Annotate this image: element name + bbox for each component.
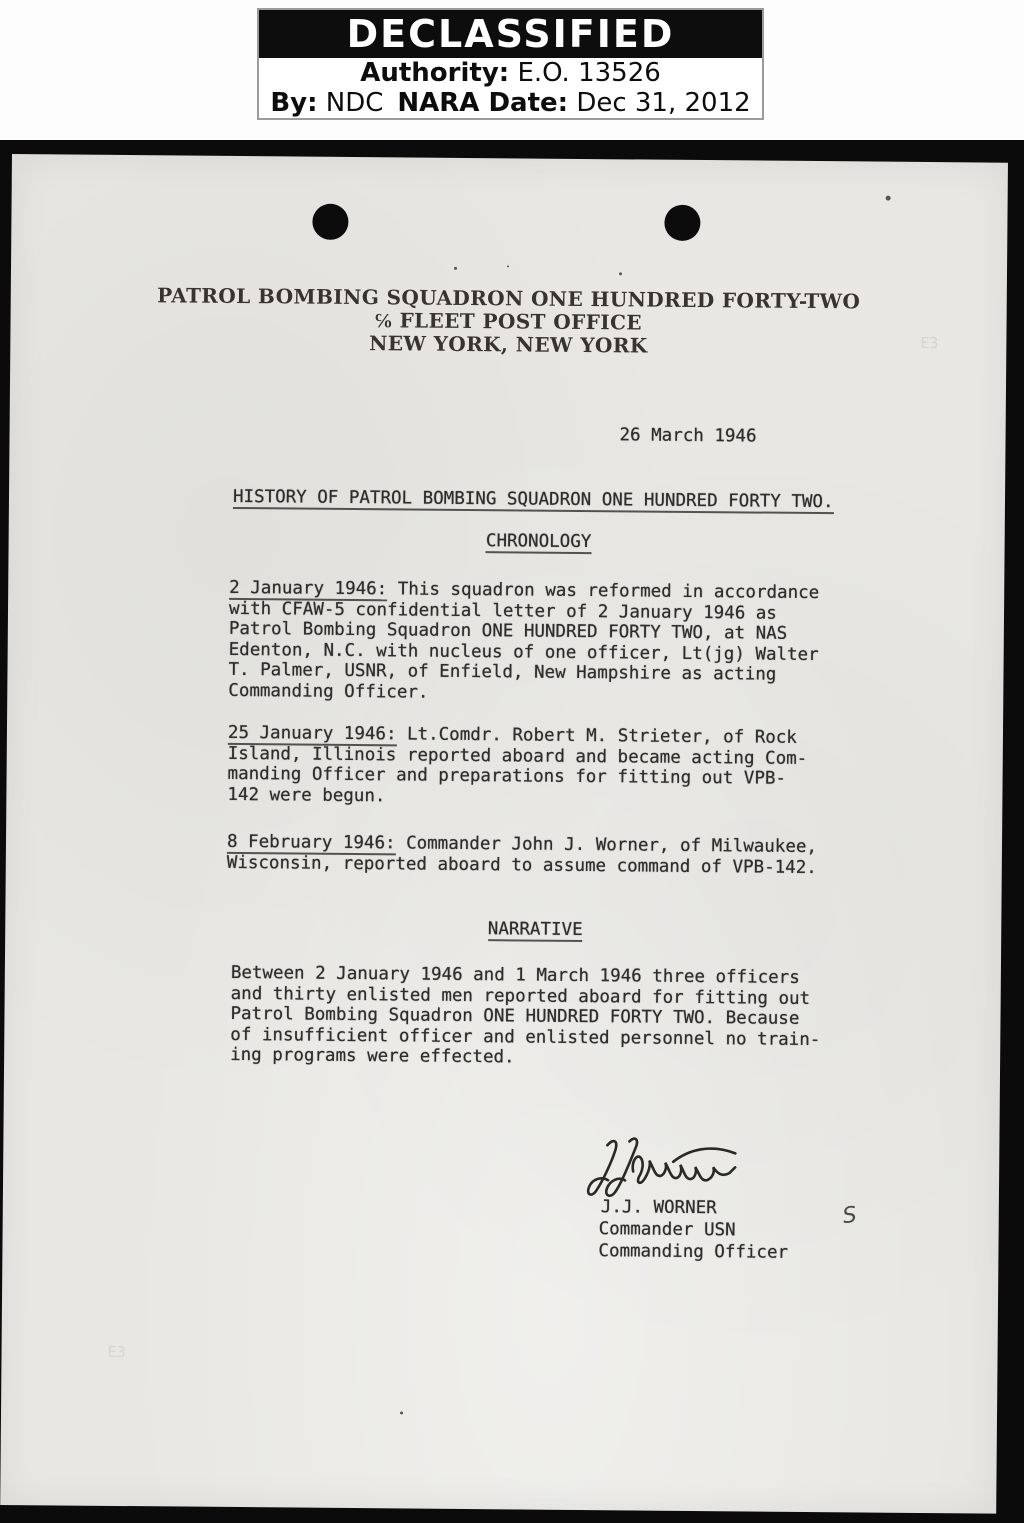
chronology-heading: [233, 529, 845, 555]
nara-date-label: NARA Date:: [397, 88, 569, 118]
faint-archive-mark: E3: [920, 333, 939, 353]
chronology-heading-text: CHRONOLOGY: [485, 531, 592, 553]
authority-value: E.O. 13526: [517, 58, 661, 88]
entry-text: This squadron was reformed in accordance with CFAW-5 confidential letter of 2 January 1946 as Patrol Bombing Squadron ONE HUNDRED FORTY TWO, at NAS Edenton, N.C. with nucleus of one officer, Lt(jg) Walter T. Palmer, USNR, of Enfield, New Hampshire as acting Commanding Officer.: [228, 579, 820, 703]
dust-speck: [619, 272, 622, 275]
punch-hole-left: [312, 204, 348, 240]
entry-text: Commander John J. Worner, of Milwaukee, Wisconsin, reported aboard to assume command of VPB-142.: [226, 833, 818, 878]
punch-hole-right: [664, 205, 700, 241]
dust-speck: [507, 265, 509, 267]
declassified-banner: DECLASSIFIED: [259, 10, 762, 58]
narrative-paragraph: Between 2 January 1946 and 1 March 1946 three officers and thirty enlisted men reported aboard for fitting out Patrol Bombing Squadron ONE HUNDRED FORTY TWO. Because of insufficient officer and enlisted personnel no train- ing programs were effected.: [230, 962, 821, 1068]
handwritten-signature: [583, 1135, 744, 1204]
by-value: NDC: [325, 88, 384, 118]
faint-archive-mark: E3: [107, 1342, 126, 1362]
declassified-stamp: [257, 8, 764, 120]
signatory-title: Commanding Officer: [598, 1241, 789, 1263]
authority-label: Authority:: [360, 58, 510, 88]
letterhead-fpo: ℅ FLEET POST OFFICE: [374, 308, 643, 335]
entry-date: 8 February 1946:: [226, 831, 396, 854]
chronology-entry: [227, 723, 840, 810]
chronology-entry: [228, 578, 841, 706]
dust-speck: [454, 267, 457, 270]
entry-date: 25 January 1946:: [227, 722, 397, 745]
document-title: [233, 487, 834, 513]
by-label: By:: [270, 88, 318, 118]
chronology-entry: [227, 832, 839, 878]
document-date: 26 March 1946: [619, 425, 757, 447]
narrative-heading: [229, 917, 841, 943]
dust-speck: [886, 196, 891, 201]
entry-date: 2 January 1946:: [229, 577, 388, 600]
document-title-text: HISTORY OF PATROL BOMBING SQUADRON ONE HUNDRED FORTY TWO.: [232, 486, 834, 513]
nara-date-value: Dec 31, 2012: [576, 88, 751, 118]
letterhead: [10, 283, 1007, 361]
narrative-heading-text: NARRATIVE: [487, 919, 583, 941]
dust-speck: [400, 1411, 403, 1414]
handwritten-s-mark: S: [841, 1202, 859, 1230]
signatory-name: J.J. WORNER: [600, 1197, 717, 1219]
entry-text: Lt.Comdr. Robert M. Strieter, of Rock Island, Illinois reported aboard and became acting Com- manding Officer and preparations for fitting out VPB- 142 were begun.: [227, 724, 808, 806]
paper-sheet: [0, 154, 1008, 1514]
letterhead-city: NEW YORK, NEW YORK: [369, 331, 648, 358]
by-line: [259, 88, 762, 118]
signatory-rank: Commander USN: [598, 1219, 736, 1241]
authority-line: [259, 58, 762, 88]
letterhead-squadron: PATROL BOMBING SQUADRON ONE HUNDRED FORTY-TWO: [157, 283, 861, 314]
